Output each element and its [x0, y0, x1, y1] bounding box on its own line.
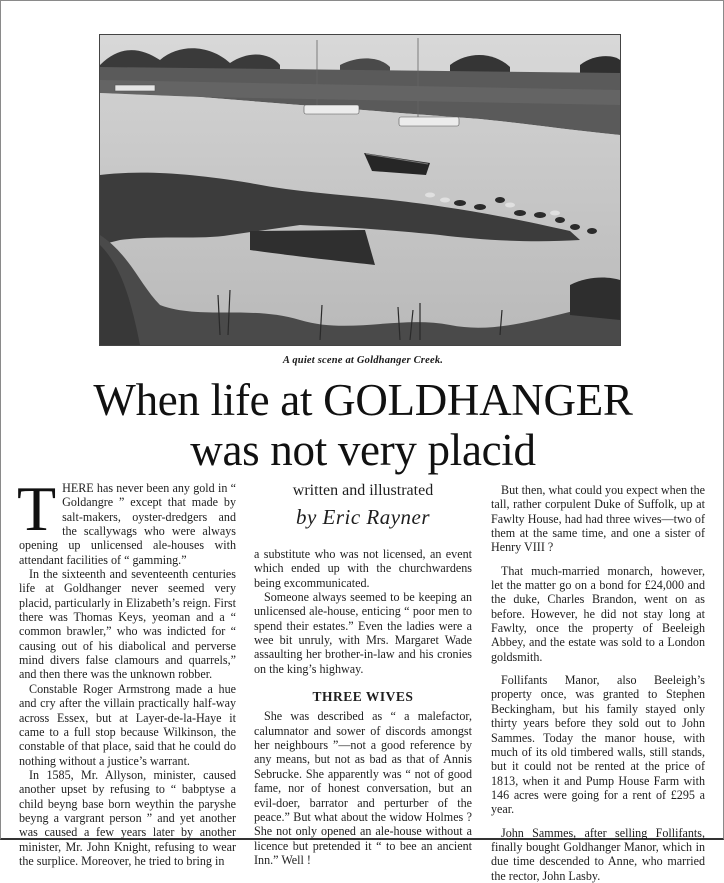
article-column-1	[17, 473, 236, 868]
photo-caption: A quiet scene at Goldhanger Creek.	[282, 355, 444, 366]
byline-author: by Eric Rayner	[295, 505, 431, 529]
article-paragraph	[17, 473, 236, 567]
headline	[1, 375, 724, 475]
article-paragraph: Follifants Manor, also Beeleigh’s property once, was granted to Stephen Beckingham, but his family stayed only thirty years before they sold out to John Sammes. Today the manor house, with much of its old timbered walls, still stands, but it could not be rented at the price of 1813, when it and Pump House Farm with 146 acres were going for a rent of £295 a year.	[491, 673, 705, 817]
article-paragraph: She was described as “ a malefactor, calumnator and sower of discords amongst her neighbours ”—not a good reference by any means, but not as bad as that of Annis Sebrucke. She apparently was “ not of good fame, nor of honest conversation, but an evil-doer, barrator and perturber of the peace.” But what about the widow Holmes ? She not only opened an ale-house without a licence but pretended it “ to bee an ancient Inn.” Well !	[254, 709, 472, 867]
byline-credit: written and illustrated	[292, 482, 434, 499]
article-paragraph: Constable Roger Armstrong made a hue and cry after the villain practically half-way across Essex, but at Layer-de-la-Haye it came to a full stop because Wilkinson, the constable of that place, said that he could do nothing without a justice’s warrant.	[19, 681, 236, 768]
article-paragraph: But then, what could you expect when the tall, rather corpulent Duke of Suffolk, up at Fawlty House, had had three wives—two of them at the same time, and one a sister of Henry VIII ?	[491, 483, 705, 555]
article-paragraph: In the sixteenth and seventeenth centuries life at Goldhanger never seemed very placid, particularly in Elizabeth’s reign. First there was Thomas Keys, yeoman and a “ common brawler,” who was indicted for “ causing out of his diabolical and perverse mind divers false clamours and quarrels,” and then there was the unknown robber.	[19, 567, 236, 682]
headline-line-1: When life at GOLDHANGER	[93, 375, 633, 425]
section-subheading: THREE WIVES	[312, 689, 414, 705]
article-column-3	[491, 483, 705, 883]
article-column-2	[254, 481, 472, 867]
drop-cap: T	[17, 473, 57, 544]
headline-line-2: was not very placid	[190, 425, 536, 475]
article-paragraph: John Sammes, after selling Follifants, finally bought Goldhanger Manor, which in due time descended to Anne, who married the rector, John Lasby.	[491, 825, 705, 883]
article-paragraph: That much-married monarch, however, let the matter go on a bond for £24,000 and the duke, Charles Brandon, went on as before. However, he did not stay long at Fawlty, once the property of Beeleigh Abbey, and the estate was sold to a London goldsmith.	[491, 563, 705, 664]
article-paragraph: Someone always seemed to be keeping an unlicensed ale-house, enticing “ poor men to spend their estates.” Even the ladies were a wee bit unruly, with Mrs. Margaret Wade assaulting her brother-in-law and his cronies on the king’s highway.	[254, 590, 472, 676]
article-paragraph: a substitute who was not licensed, an event which ended up with the churchwardens being excommunicated.	[254, 547, 472, 590]
creek-photograph	[99, 34, 621, 346]
paragraph-text: HERE has never been any gold in “ Goldangre ” except that made by salt-makers, oyster-dredgers and the scallywags who were always opening up unlicensed ale-houses with attendant facilities of “ gamming.”	[19, 481, 236, 567]
article-paragraph: In 1585, Mr. Allyson, minister, caused another upset by refusing to “ babptyse a child beyng base born weythin the paryshe beyng a vargrant person ” and yet another was caused a few years later by another minister, Mr. John Knight, refusing to wear the surplice. Moreover, he tried to bring in	[19, 767, 236, 868]
creek-photo-image	[100, 35, 620, 345]
